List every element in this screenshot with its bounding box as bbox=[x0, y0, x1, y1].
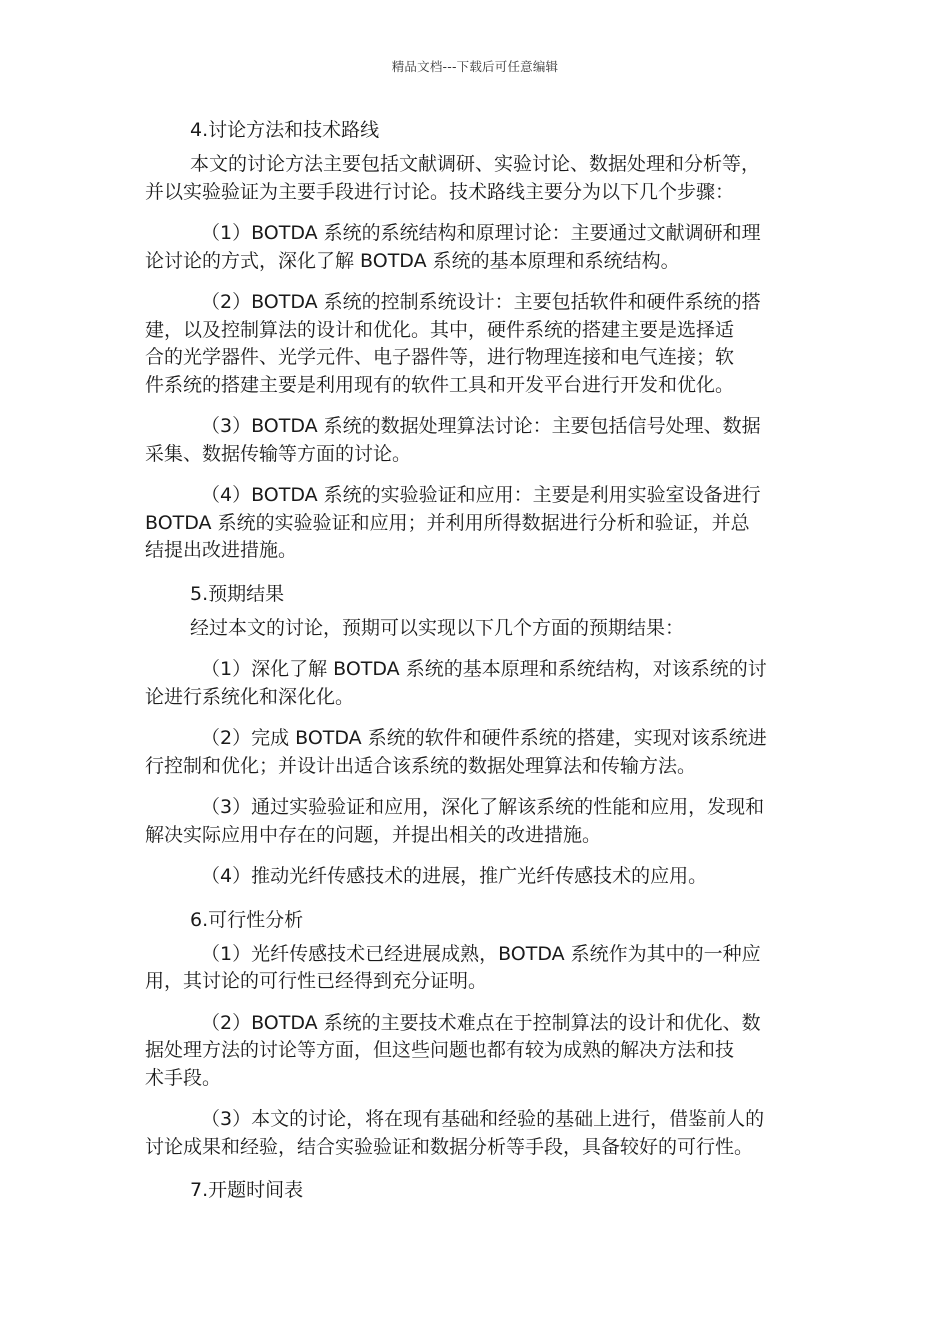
text-line: （3）BOTDA 系统的数据处理算法讨论：主要包括信号处理、数据 bbox=[201, 415, 761, 437]
paragraph bbox=[145, 289, 805, 399]
text-line: 本文的讨论方法主要包括文献调研、实验讨论、数据处理和分析等， bbox=[190, 153, 761, 175]
text-line: 经过本文的讨论，预期可以实现以下几个方面的预期结果： bbox=[190, 616, 685, 639]
text-line: （1）光纤传感技术已经进展成熟，BOTDA 系统作为其中的一种应 bbox=[201, 942, 761, 965]
text-line: （2）BOTDA 系统的控制系统设计：主要包括软件和硬件系统的搭 bbox=[201, 291, 761, 313]
text-line: 用，其讨论的可行性已经得到充分证明。 bbox=[145, 970, 488, 992]
text-line: （3）本文的讨论，将在现有基础和经验的基础上进行，借鉴前人的 bbox=[201, 1108, 765, 1130]
section-heading bbox=[145, 579, 805, 609]
text-line: 建，以及控制算法的设计和优化。其中，硬件系统的搭建主要是选择适 bbox=[145, 318, 735, 341]
text-line: 7.开题时间表 bbox=[190, 1179, 304, 1201]
text-line: 行控制和优化；并设计出适合该系统的数据处理算法和传输方法。 bbox=[145, 754, 697, 777]
text-line: 6.可行性分析 bbox=[190, 908, 304, 931]
paragraph bbox=[145, 1106, 805, 1161]
text-line: 并以实验验证为主要手段进行讨论。技术路线主要分为以下几个步骤： bbox=[145, 180, 735, 203]
text-line: 采集、数据传输等方面的讨论。 bbox=[145, 442, 412, 465]
text-line: 据处理方法的讨论等方面，但这些问题也都有较为成熟的解决方法和技 bbox=[145, 1039, 735, 1061]
text-line: 合的光学器件、光学元件、电子器件等，进行物理连接和电气连接；软 bbox=[145, 346, 735, 368]
text-line: 结提出改进措施。 bbox=[145, 539, 298, 561]
paragraph bbox=[145, 941, 805, 996]
section-heading bbox=[145, 1175, 805, 1205]
text-line: （4）推动光纤传感技术的进展，推广光纤传感技术的应用。 bbox=[201, 865, 708, 887]
text-line: （1）深化了解 BOTDA 系统的基本原理和系统结构，对该系统的讨 bbox=[201, 658, 767, 680]
text-line: （4）BOTDA 系统的实验验证和应用：主要是利用实验室设备进行 bbox=[201, 484, 761, 506]
text-line: 件系统的搭建主要是利用现有的软件工具和开发平台进行开发和优化。 bbox=[145, 373, 735, 396]
document-body bbox=[145, 115, 805, 1211]
text-line: 术手段。 bbox=[145, 1066, 222, 1089]
text-line: （2）完成 BOTDA 系统的软件和硬件系统的搭建，实现对该系统进 bbox=[201, 727, 767, 749]
paragraph bbox=[145, 615, 805, 643]
text-line: （3）通过实验验证和应用，深化了解该系统的性能和应用，发现和 bbox=[201, 796, 765, 818]
page-header: 精品文档---下载后可任意编辑 bbox=[391, 59, 559, 74]
text-line: BOTDA 系统的实验验证和应用；并利用所得数据进行分析和验证，并总 bbox=[145, 511, 750, 534]
paragraph bbox=[145, 482, 805, 565]
text-line: 讨论成果和经验，结合实验验证和数据分析等手段，具备较好的可行性。 bbox=[145, 1135, 754, 1158]
text-line: 论讨论的方式，深化了解 BOTDA 系统的基本原理和系统结构。 bbox=[145, 249, 680, 272]
section-heading bbox=[145, 905, 805, 935]
paragraph bbox=[145, 794, 805, 849]
paragraph bbox=[145, 656, 805, 711]
text-line: （2）BOTDA 系统的主要技术难点在于控制算法的设计和优化、数 bbox=[201, 1011, 761, 1034]
text-line: 解决实际应用中存在的问题，并提出相关的改进措施。 bbox=[145, 823, 602, 846]
paragraph bbox=[145, 220, 805, 275]
paragraph bbox=[145, 413, 805, 468]
text-line: 论进行系统化和深化化。 bbox=[145, 685, 355, 708]
text-line: 4.讨论方法和技术路线 bbox=[190, 119, 380, 141]
paragraph bbox=[145, 1010, 805, 1093]
paragraph bbox=[145, 863, 805, 891]
section-heading bbox=[145, 115, 805, 145]
paragraph bbox=[145, 725, 805, 780]
text-line: （1）BOTDA 系统的系统结构和原理讨论：主要通过文献调研和理 bbox=[201, 222, 761, 244]
text-line: 5.预期结果 bbox=[190, 582, 285, 605]
paragraph bbox=[145, 151, 805, 206]
